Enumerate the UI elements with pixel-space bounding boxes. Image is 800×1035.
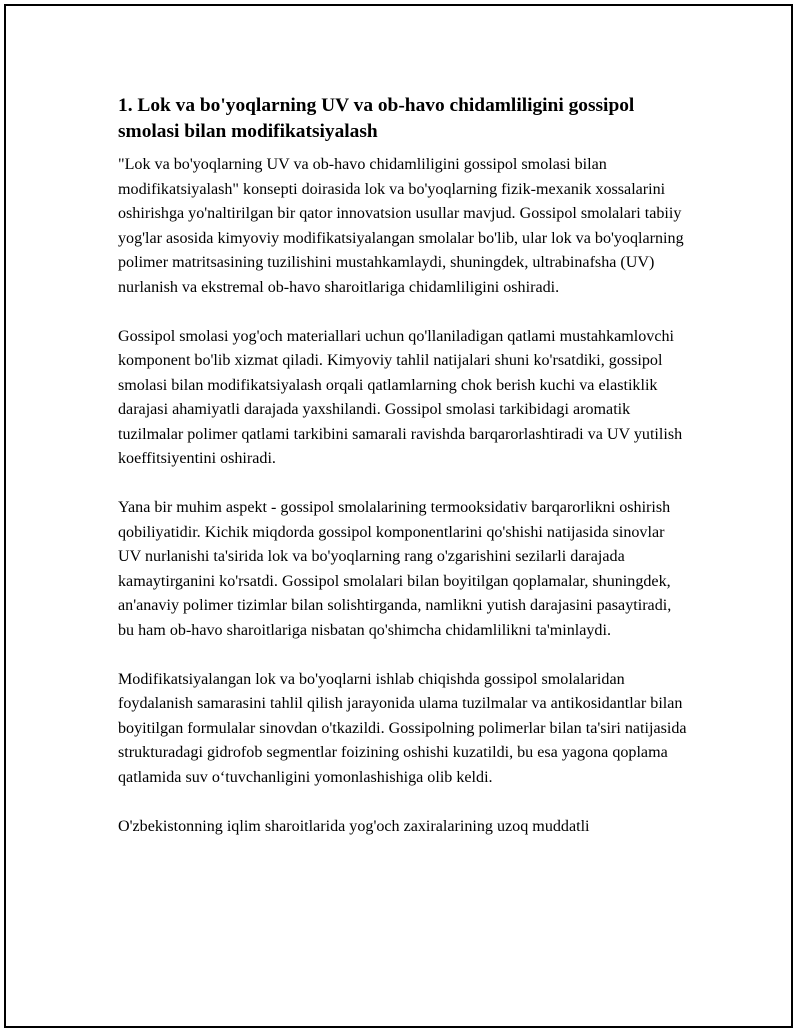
document-body — [118, 93, 688, 864]
section-heading: 1. Lok va bo'yoqlarning UV va ob-havo chidamliligini gossipol smolasi bilan modifikatsiyalash — [118, 95, 635, 142]
paragraph-3: Yana bir muhim aspekt - gossipol smolalarining termooksidativ barqarorlikni oshirish qobiliyatidir. Kichik miqdorda gossipol komponentlarini qo'shishi natijasida sinovlar UV nurlanishi ta'sirida lok va bo'yoqlarning rang o'zgarishini sezilarli darajada kamaytirganini ko'rsatdi. Gossipol smolalari bilan boyitilgan qoplamalar, shuningdek, an'anaviy polimer tizimlar bilan solishtirganda, namlikni yutish darajasini pasaytiradi, bu ham ob-havo sharoitlariga nisbatan qo'shimcha chidamlilikni ta'minlaydi. — [118, 499, 672, 639]
paragraph-2: Gossipol smolasi yog'och materiallari uchun qo'llaniladigan qatlami mustahkamlovchi komponent bo'lib xizmat qiladi. Kimyoviy tahlil natijalari shuni ko'rsatdiki, gossipol smolasi bilan modifikatsiyalash orqali qatlamlarning chok berish kuchi va elastiklik darajasi ahamiyatli darajada yaxshilandi. Gossipol smolasi tarkibidagi aromatik tuzilmalar polimer qatlami tarkibini samarali ravishda barqarorlashtiradi va UV yutilish koeffitsiyentini oshiradi. — [118, 327, 683, 467]
paragraph-1: "Lok va bo'yoqlarning UV va ob-havo chidamliligini gossipol smolasi bilan modifikatsiyalash" konsepti doirasida lok va bo'yoqlarning fizik-mexanik xossalarini oshirishga yo'naltirilgan bir qator innovatsion usullar mavjud. Gossipol smolalari tabiiy yog'lar asosida kimyoviy modifikatsiyalangan smolalar bo'lib, ular lok va bo'yoqlarning polimer matritsasining tuzilishini mustahkamlaydi, shuningdek, ultrabinafsha (UV) nurlanish va ekstremal ob-havo sharoitlariga chidamliligini oshiradi. — [118, 156, 684, 296]
paragraph-5: O'zbekistonning iqlim sharoitlarida yog'och zaxiralarining uzoq muddatli — [118, 817, 590, 835]
paragraph-4: Modifikatsiyalangan lok va bo'yoqlarni ishlab chiqishda gossipol smolalaridan foydalanish samarasini tahlil qilish jarayonida ulama tuzilmalar va antikosidantlar bilan boyitilgan formulalar sinovdan o'tkazildi. Gossipolning polimerlar bilan ta'siri natijasida strukturadagi gidrofob segmentlar foizining oshishi kuzatildi, bu esa yagona qoplama qatlamida suv o‘tuvchanligini yomonlashishiga olib keldi. — [118, 670, 687, 786]
